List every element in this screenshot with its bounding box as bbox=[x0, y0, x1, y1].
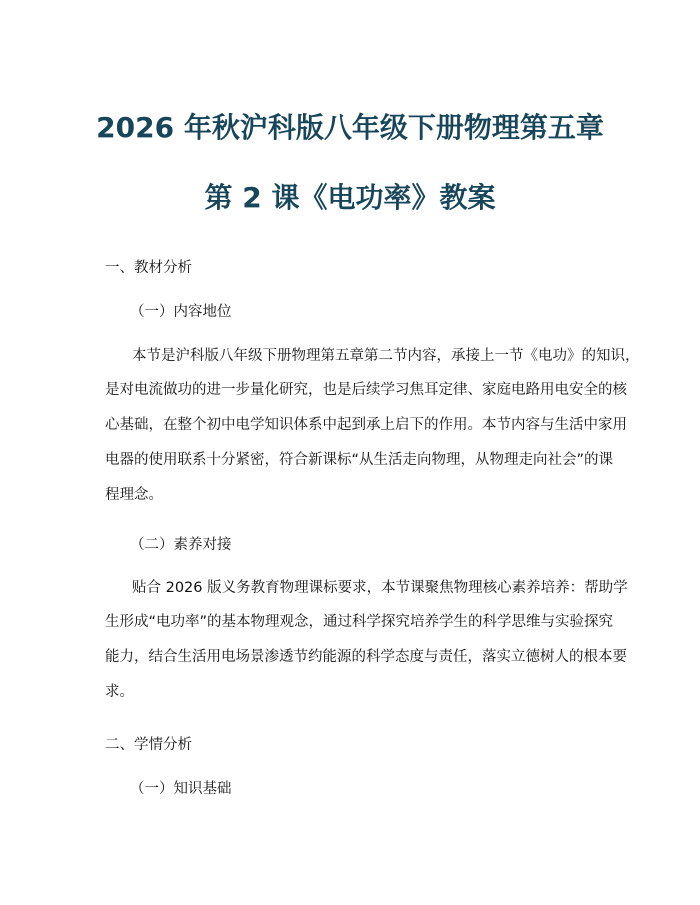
document-title-line-1: 2026 年秋沪科版八年级下册物理第五章 bbox=[96, 111, 604, 144]
section-heading-textbook-analysis: 一、教材分析 bbox=[105, 260, 192, 276]
paragraph-line: 心基础，在整个初中电学知识体系中起到承上启下的作用。本节内容与生活中家用 bbox=[105, 417, 627, 433]
subsection-heading-knowledge-base: （一）知识基础 bbox=[130, 781, 232, 797]
paragraph-line: 本节是沪科版八年级下册物理第五章第二节内容，承接上一节《电功》的知识， bbox=[132, 348, 640, 364]
paragraph-line: 生形成“电功率”的基本物理观念，通过科学探究培养学生的科学思维与实验探究 bbox=[105, 614, 614, 630]
paragraph-line: 电器的使用联系十分紧密，符合新课标“从生活走向物理，从物理走向社会”的课 bbox=[105, 452, 614, 468]
paragraph-line: 程理念。 bbox=[105, 487, 163, 503]
document-title-line-2: 第 2 课《电功率》教案 bbox=[204, 181, 496, 214]
section-heading-student-analysis: 二、学情分析 bbox=[105, 737, 192, 753]
subsection-heading-content-position: （一）内容地位 bbox=[130, 304, 232, 320]
paragraph-line: 能力，结合生活用电场景渗透节约能源的科学态度与责任，落实立德树人的根本要 bbox=[105, 649, 627, 665]
paragraph-line: 贴合 2026 版义务教育物理课标要求，本节课聚焦物理核心素养培养：帮助学 bbox=[132, 580, 628, 596]
paragraph-line: 是对电流做功的进一步量化研究，也是后续学习焦耳定律、家庭电路用电安全的核 bbox=[105, 382, 627, 398]
paragraph-line: 求。 bbox=[105, 684, 134, 700]
subsection-heading-literacy-alignment: （二）素养对接 bbox=[130, 537, 232, 553]
